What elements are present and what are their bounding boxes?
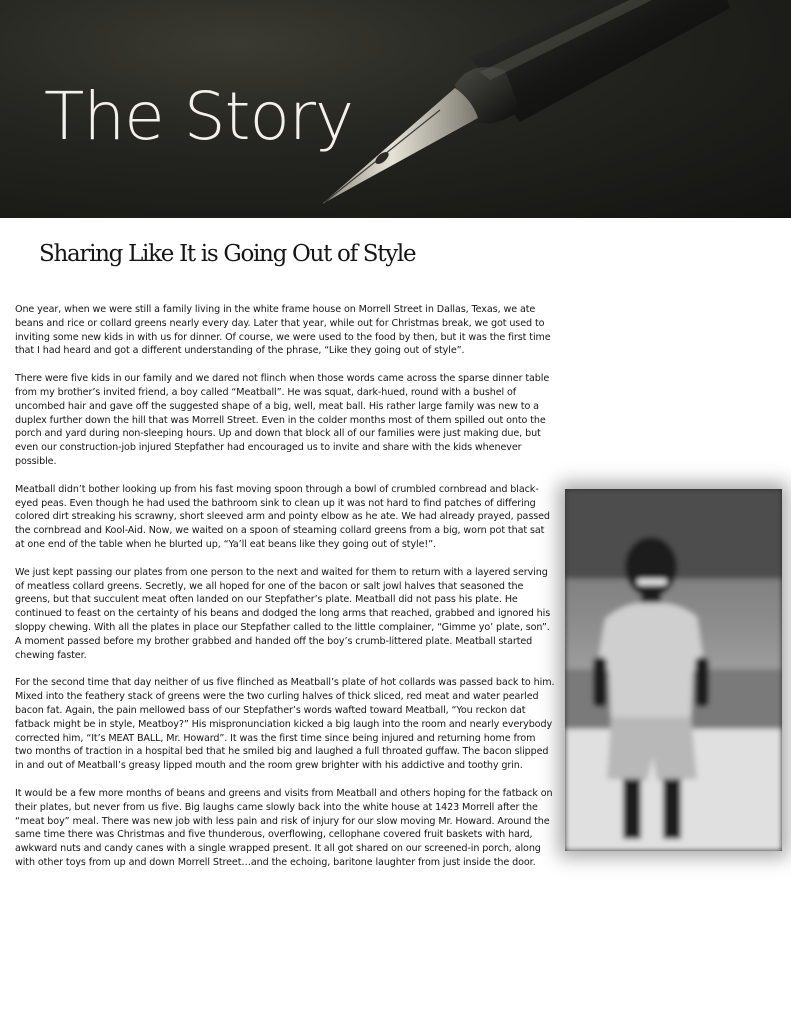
story-paragraph: There were five kids in our family and we dared not flinch when those words came across the sparse dinner table from my brother’s invited friend, a boy called “Meatball”. He was squat, dark-hued, round with a bushel of uncombed hair and gave off the suggested shape of a big, well, meat ball. His rather large family was new to a duplex further down the hill that was Morrell Street. Even in the colder months most of them spilled out onto the porch and yard during non-sleeping hours. Up and down that block all of our families were just making due, but even our construction-job injured Stepfather had encouraged us to invite and share with the kids whenever possible. [15,373,550,467]
child-photo-icon [565,489,782,851]
header-banner [0,0,791,218]
story-paragraph: We just kept passing our plates from one person to the next and waited for them to return with a layered serving of meatless collard greens. Secretly, we all hoped for one of the bacon or salt jowl halves that seasoned the greens, but that succulent meat often landed on our Stepfather’s plate. Meatball did not pass his plate. He continued to feast on the certainty of his beans and dodged the long arms that reached, grabbed and ignored his sloppy chewing. With all the plates in place our Stepfather called to the little complainer, “Gimme yo’ plate, son”. A moment passed before my brother grabbed and handed off the boy’s crumb-littered plate. Meatball started chewing faster. [15,566,551,661]
story-body [15,303,555,884]
child-photo [565,489,782,851]
article-subtitle: Sharing Like It is Going Out of Style [39,241,416,267]
page-title: The Story [44,78,354,155]
story-paragraph: One year, when we were still a family living in the white frame house on Morrell Street in Dallas, Texas, we ate beans and rice or collard greens nearly every day. Later that year, while out for Christmas break, we got used to inviting some new kids in with us for dinner. Of course, we were used to the food by then, but it was the first time that I had heard and got a different understanding of the phrase, “Like they going out of style”. [15,304,551,357]
story-paragraph: Meatball didn’t bother looking up from his fast moving spoon through a bowl of crumbled cornbread and black-eyed peas. Even though he had used the bathroom sink to clean up it was not hard to find patches of differing colored dirt streaking his scrawny, short sleeved arm and pointy elbow as he ate. We had already prayed, passed the cornbread and Kool-Aid. Now, we waited on a spoon of steaming collard greens from a big, worn pot that sat at one end of the table when he blurted up, “Ya’ll eat beans like they going out of style!”. [15,483,550,550]
story-paragraph: It would be a few more months of beans and greens and visits from Meatball and others hoping for the fatback on their plates, but never from us five. Big laughs came slowly back into the white house at 1423 Morrell after the “meat boy” meal. There was new job with less pain and risk of injury for our slow moving Mr. Howard. Around the same time there was Christmas and five thunderous, overflowing, cellophane covered fruit baskets with hard, awkward nuts and candy canes with a single wrapped present. It all got shared on our screened-in porch, along with other toys from up and down Morrell Street…and the echoing, baritone laughter from just inside the door. [15,787,553,868]
story-paragraph: For the second time that day neither of us five flinched as Meatball’s plate of hot collards was passed back to him. Mixed into the feathery stack of greens were the two curling halves of thick sliced, red meat and water pearled bacon fat. Again, the pain mellowed bass of our Stepfather’s words wafted toward Meatball, “You reckon dat fatback might be in style, Meatboy?” His mispronunciation kicked a big laugh into the room and nearly everybody corrected him, “It’s MEAT BALL, Mr. Howard”. It was the first time since being injured and returning home from two months of traction in a hospital bed that he smiled big and laughed a full throated guffaw. The bacon slipped in and out of Meatball’s greasy lipped mouth and the room grew brighter with his addictive and toothy grin. [15,677,555,772]
